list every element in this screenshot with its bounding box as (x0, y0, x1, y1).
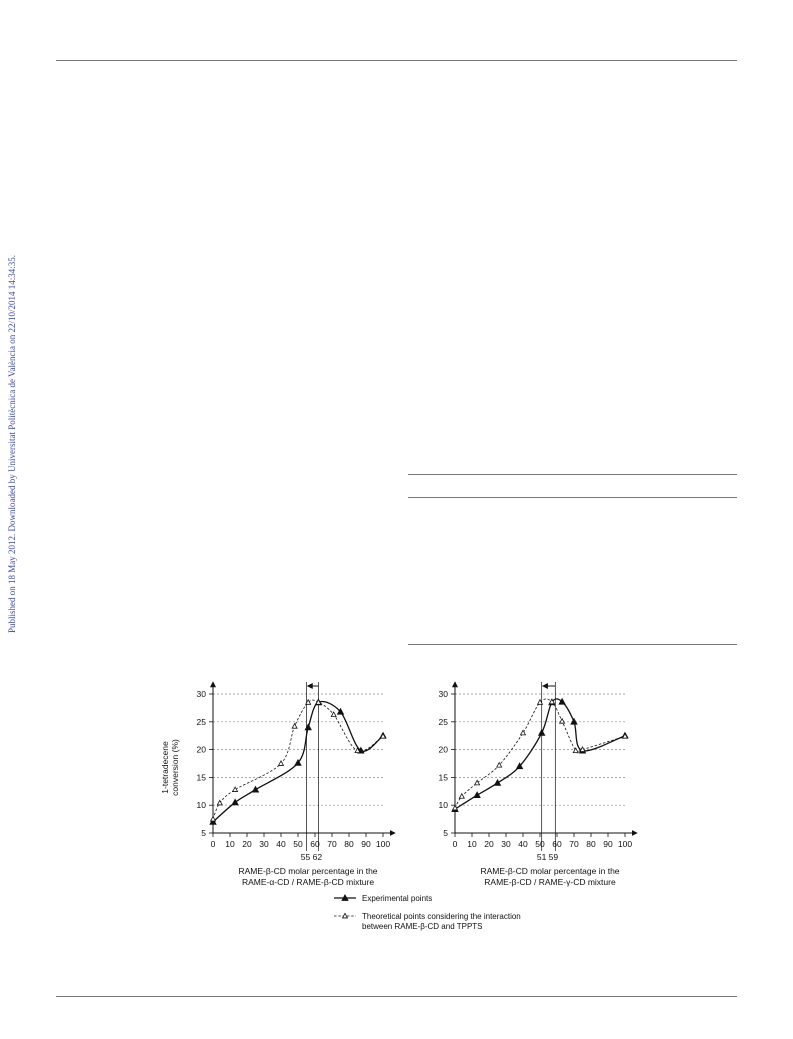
table-rule-header (408, 497, 737, 498)
theoretical-point (211, 817, 216, 822)
experimental-point (538, 730, 544, 736)
x-tick-label: 90 (361, 839, 371, 849)
x-tick-label: 70 (569, 839, 579, 849)
experimental-point (559, 698, 565, 704)
theoretical-point (459, 794, 464, 799)
x-tick-label: 40 (276, 839, 286, 849)
table-rule-top (408, 474, 737, 475)
x-axis-label: RAME-β-CD molar percentage in the (238, 866, 378, 876)
y-tick-label: 5 (201, 828, 206, 838)
experimental-point (474, 792, 480, 798)
y-tick-label: 15 (438, 772, 448, 783)
theoretical-point (279, 761, 284, 766)
x-tick-label: 40 (518, 839, 528, 849)
x-axis-label: RAME-β-CD molar percentage in the (480, 866, 620, 876)
reference-value-labels: 51 59 (536, 852, 559, 862)
download-watermark-text: Published on 18 May 2012. Downloaded by Universitat Politècnica de València on 22/10/2014 14:34:35. (7, 254, 17, 633)
x-tick-label: 10 (225, 839, 235, 849)
x-tick-label: 80 (586, 839, 596, 849)
theoretical-point (292, 724, 297, 729)
legend-theoretical-label-line2: between RAME-β-CD and TPPTS (362, 922, 483, 931)
theoretical-point (331, 712, 336, 717)
x-tick-label: 30 (501, 839, 511, 849)
x-tick-label: 70 (327, 839, 337, 849)
y-tick-label: 25 (438, 716, 448, 727)
y-tick-label: 30 (438, 689, 448, 699)
x-tick-label: 100 (617, 839, 633, 849)
y-tick-label: 10 (196, 800, 206, 811)
experimental-series-line (455, 699, 625, 809)
bottom-rule (56, 996, 737, 997)
theoretical-series-line (455, 699, 625, 808)
x-tick-label: 50 (293, 839, 303, 849)
y-axis-label: conversion (%) (170, 739, 180, 796)
conversion-figure (150, 672, 670, 962)
x-axis-label: RAME-α-CD / RAME-β-CD mixture (241, 877, 375, 887)
experimental-point (571, 718, 577, 724)
chart-panel-beta-gamma (439, 682, 637, 887)
x-tick-label: 0 (210, 839, 216, 849)
x-tick-label: 60 (310, 839, 320, 849)
top-rule (56, 60, 737, 61)
x-axis-label: RAME-β-CD / RAME-γ-CD mixture (484, 877, 616, 887)
theoretical-point (560, 719, 565, 724)
x-tick-label: 30 (259, 839, 269, 849)
experimental-point (494, 780, 500, 786)
y-tick-label: 10 (438, 800, 448, 811)
x-tick-label: 0 (452, 839, 458, 849)
download-watermark (2, 190, 22, 635)
x-tick-label: 20 (242, 839, 252, 849)
y-tick-label: 30 (196, 689, 206, 699)
theoretical-point (521, 730, 526, 735)
x-tick-label: 90 (603, 839, 613, 849)
theoretical-point (233, 787, 238, 792)
table-rule-bottom (408, 644, 737, 645)
legend-theoretical-label: Theoretical points considering the interaction (362, 912, 521, 921)
chart-panel-alpha-beta (160, 682, 395, 887)
y-axis-label: 1-tetradecene (160, 741, 170, 794)
y-tick-label: 5 (443, 828, 448, 838)
x-tick-label: 80 (344, 839, 354, 849)
y-tick-label: 25 (196, 716, 206, 727)
legend-experimental-label: Experimental points (362, 894, 433, 903)
reference-value-labels: 55 62 (300, 852, 323, 862)
x-tick-label: 20 (484, 839, 494, 849)
y-tick-label: 20 (196, 744, 206, 755)
y-tick-label: 20 (438, 744, 448, 755)
x-tick-label: 60 (552, 839, 562, 849)
experimental-point (252, 786, 258, 792)
x-tick-label: 100 (375, 839, 391, 849)
x-tick-label: 10 (467, 839, 477, 849)
x-tick-label: 50 (535, 839, 545, 849)
theoretical-point (475, 780, 480, 785)
theoretical-point (573, 748, 578, 753)
experimental-point (232, 799, 238, 805)
theoretical-point (217, 800, 222, 805)
experimental-point (305, 724, 311, 730)
y-tick-label: 15 (196, 772, 206, 783)
legend (334, 894, 521, 931)
